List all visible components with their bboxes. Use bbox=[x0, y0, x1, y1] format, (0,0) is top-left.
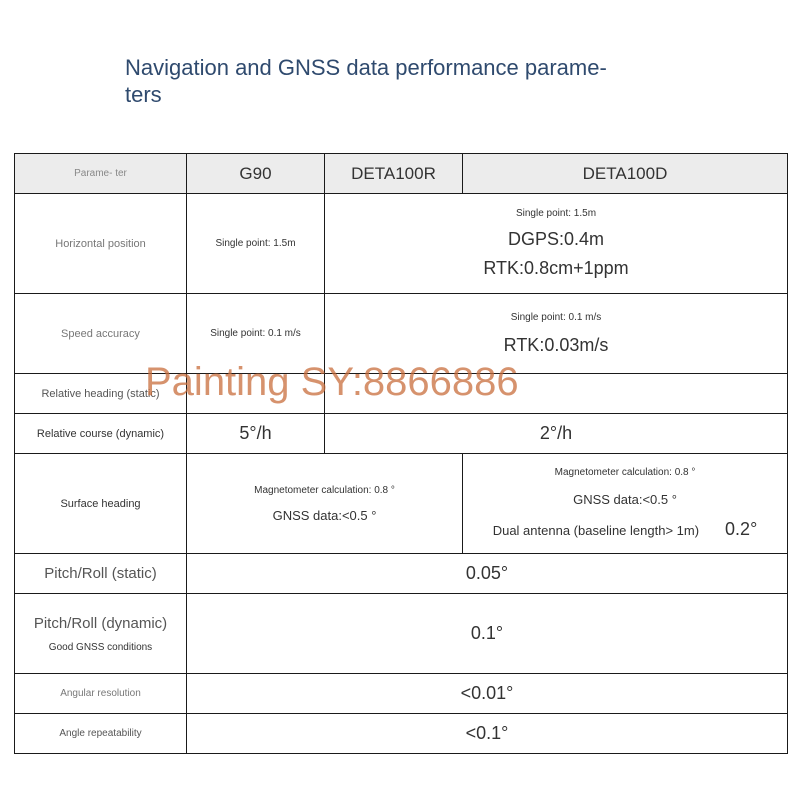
row-label: Pitch/Roll (static) bbox=[15, 554, 187, 594]
cell-value: 0.05° bbox=[187, 554, 788, 594]
cell-text: Single point: 1.5m bbox=[515, 208, 597, 219]
row-surface-heading bbox=[15, 454, 788, 554]
row-speed-accuracy bbox=[15, 294, 788, 374]
header-deta100r: DETA100R bbox=[325, 154, 463, 194]
page-title bbox=[125, 54, 665, 108]
row-label: Relative heading (static) bbox=[15, 374, 187, 414]
row-angle-repeatability bbox=[15, 714, 788, 754]
cell-deta bbox=[325, 374, 788, 414]
cell-text: Magnetometer calculation: 0.8 ° bbox=[554, 467, 696, 478]
watermark-text: Painting SY:8866886 bbox=[145, 360, 519, 404]
spec-table bbox=[14, 153, 788, 754]
cell-deta bbox=[325, 194, 788, 294]
cell-text: Single point: 0.1 m/s bbox=[510, 311, 602, 323]
row-label: Speed accuracy bbox=[15, 294, 187, 374]
row-label: Surface heading bbox=[15, 454, 187, 554]
row-label: Angle repeatability bbox=[15, 714, 187, 754]
header-deta100d: DETA100D bbox=[463, 154, 788, 194]
row-pitch-static bbox=[15, 554, 788, 594]
cell-text: GNSS data:<0.5 ° bbox=[272, 507, 377, 523]
row-label: Horizontal position bbox=[15, 194, 187, 294]
row-label: Relative course (dynamic) bbox=[15, 414, 187, 454]
cell-deta100d bbox=[463, 454, 788, 554]
row-relative-heading bbox=[15, 374, 788, 414]
row-label: Pitch/Roll (dynamic) bbox=[33, 614, 168, 632]
cell-text: Magnetometer calculation: 0.8 ° bbox=[254, 484, 395, 496]
cell-text: GNSS data:<0.5 ° bbox=[573, 492, 677, 507]
cell-text: RTK:0.8cm+1ppm bbox=[483, 258, 629, 278]
cell-g90 bbox=[187, 374, 325, 414]
row-relative-course bbox=[15, 414, 788, 454]
cell-value: <0.01° bbox=[187, 674, 788, 714]
cell-deta bbox=[325, 294, 788, 374]
cell-g90 bbox=[187, 294, 325, 374]
cell-text: Single point: 0.1 m/s bbox=[210, 328, 301, 339]
cell-value: <0.1° bbox=[187, 714, 788, 754]
cell-value: 0.1° bbox=[187, 594, 788, 674]
row-sublabel: Good GNSS conditions bbox=[48, 641, 153, 653]
cell-g90-deta100r bbox=[187, 454, 463, 554]
row-angular-resolution bbox=[15, 674, 788, 714]
row-label-cell bbox=[15, 594, 187, 674]
cell-text: Single point: 1.5m bbox=[215, 238, 296, 249]
cell-text-dual bbox=[492, 519, 758, 539]
page-title-line1: Navigation and GNSS data performance parame- bbox=[125, 55, 607, 80]
page-title-line2: ters bbox=[125, 82, 162, 107]
row-horizontal-position bbox=[15, 194, 788, 294]
cell-g90: 5°/h bbox=[187, 414, 325, 454]
row-label: Angular resolution bbox=[15, 674, 187, 714]
cell-text: RTK:0.03m/s bbox=[503, 334, 609, 355]
header-parameter: Parame- ter bbox=[15, 154, 187, 194]
cell-g90 bbox=[187, 194, 325, 294]
dual-antenna-label: Dual antenna (baseline length> 1m) bbox=[492, 523, 700, 538]
dual-antenna-value: 0.2° bbox=[725, 519, 758, 539]
cell-deta: 2°/h bbox=[325, 414, 788, 454]
header-row bbox=[15, 154, 788, 194]
cell-text: DGPS:0.4m bbox=[507, 229, 605, 249]
header-g90: G90 bbox=[187, 154, 325, 194]
row-pitch-dynamic bbox=[15, 594, 788, 674]
